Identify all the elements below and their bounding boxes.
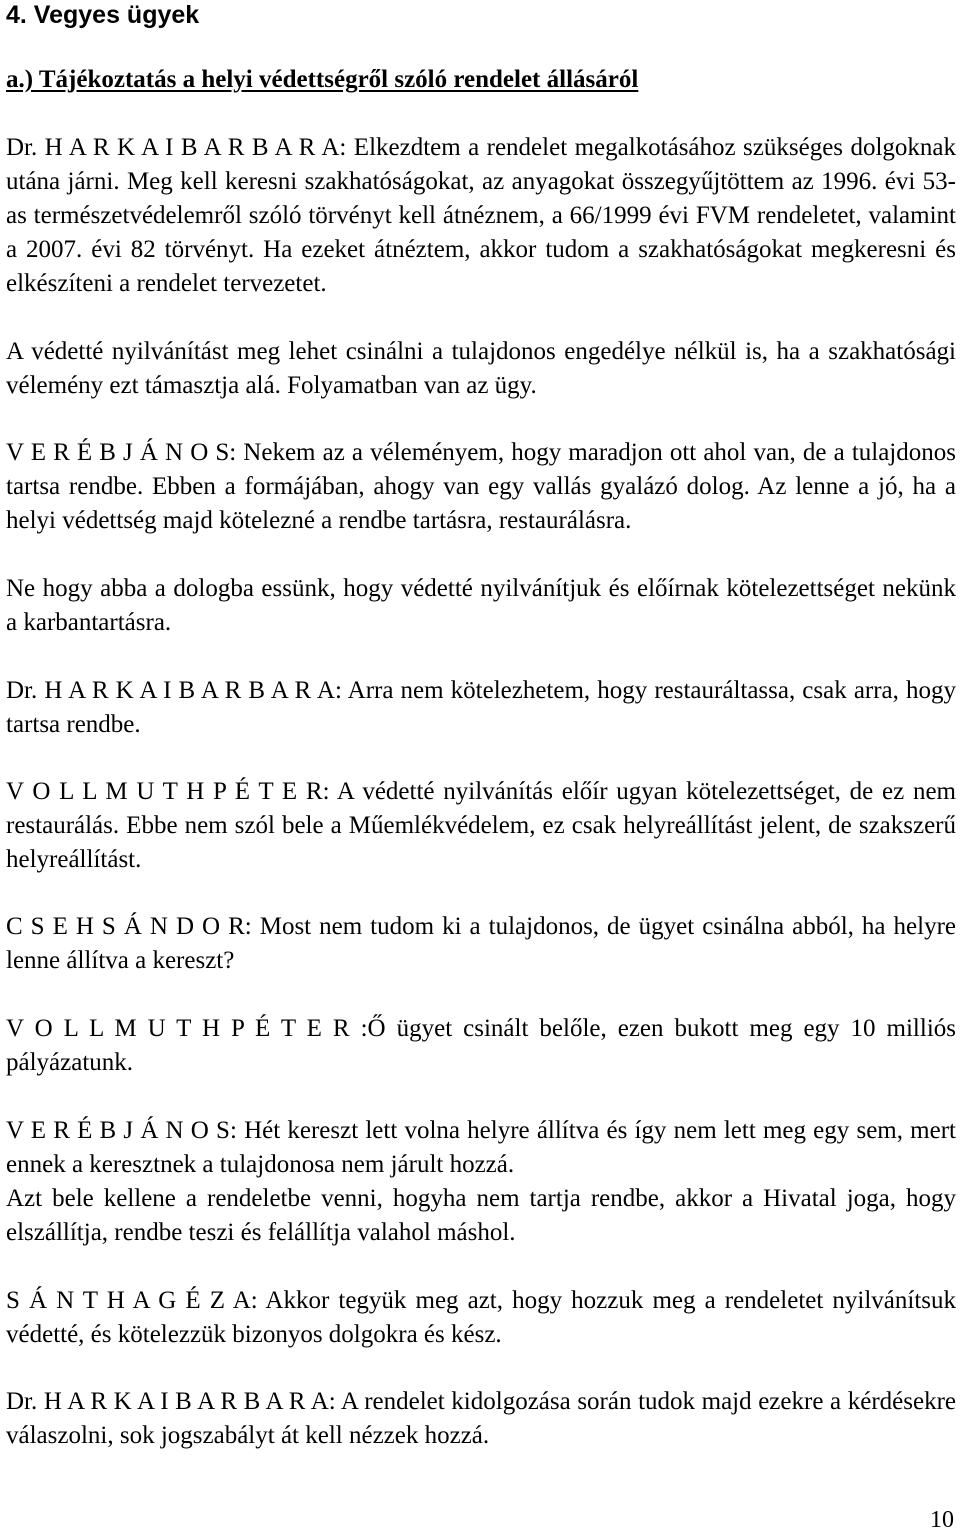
speaker-name: S Á N T H A G É Z A: — [6, 1287, 258, 1314]
paragraph-text: A rendelet kidolgozása során tudok majd ezekre a kérdésekre válaszolni, sok jogszabályt át kell nézzek hozzá. — [6, 1388, 956, 1449]
paragraph-text: Elkezdtem a rendelet megalkotásához szükséges dolgoknak utána járni. Meg kell keresni szakhatóságokat, az anyagokat összegyűjtöttem az 1996. évi 53-as természetvédelemről szóló törvényt kell átnéznem, a 66/1999 évi FVM rendeletet, valamint a 2007. évi 82 törvényt. Ha ezeket átnéztem, akkor tudom a szakhatóságokat megkeresni és elkészíteni a rendelet tervezetet. — [6, 134, 956, 297]
speaker-name: V E R É B J Á N O S: — [6, 1117, 237, 1144]
subsection-heading: a.) Tájékoztatás a helyi védettségről szóló rendelet állásáról — [6, 66, 639, 93]
paragraph-text: Akkor tegyük meg azt, hogy hozzuk meg a rendeletet nyilvánítsuk védetté, és kötelezzük bizonyos dolgokra és kész. — [6, 1287, 956, 1348]
page-number: 10 — [930, 1507, 954, 1533]
paragraph-vollmuth-1 — [6, 775, 956, 877]
paragraph-text: Azt bele kellene a rendeletbe venni, hogyha nem tartja rendbe, akkor a Hivatal joga, hogy elszállítja, rendbe teszi és felállítja valahol máshol. — [6, 1185, 956, 1246]
speaker-name: Dr. H A R K A I B A R B A R A: — [6, 677, 342, 704]
paragraph-text: A védetté nyilvánítás előír ugyan kötelezettséget, de ez nem restaurálás. Ebbe nem szól bele a Műemlékvédelem, ez csak helyreállítást jelent, de szakszerű helyreállítást. — [6, 778, 956, 873]
paragraph-cseh — [6, 910, 956, 978]
paragraph-text: Hét kereszt lett volna helyre állítva és így nem lett meg egy sem, mert ennek a keresztnek a tulajdonosa nem járult hozzá. — [6, 1117, 956, 1178]
speaker-name: C S E H S Á N D O R: — [6, 913, 252, 940]
paragraph-text: Nekem az a véleményem, hogy maradjon ott ahol van, de a tulajdonos tartsa rendbe. Ebben a formájában, ahogy van egy vallás gyalázó dolog. Az lenne a jó, ha a helyi védettség majd kötelezné a rendbe tartásra, restaurálásra. — [6, 439, 956, 534]
paragraph-text: Arra nem kötelezhetem, hogy restauráltassa, csak arra, hogy tartsa rendbe. — [6, 677, 956, 738]
paragraph-harkai-2 — [6, 674, 956, 742]
paragraph-vollmuth-2 — [6, 1012, 956, 1080]
paragraph-text: Most nem tudom ki a tulajdonos, de ügyet csinálna abból, ha helyre lenne állítva a kereszt? — [6, 913, 956, 974]
speaker-name: Dr. H A R K A I B A R B A R A: — [6, 134, 347, 161]
paragraph-harkai-3 — [6, 1385, 956, 1453]
paragraph-santha — [6, 1284, 956, 1352]
speaker-name: V O L L M U T H P É T E R : — [6, 1015, 368, 1042]
paragraph-text: Ne hogy abba a dologba essünk, hogy védetté nyilvánítjuk és előírnak kötelezettséget nekünk a karbantartásra. — [6, 575, 956, 636]
paragraph-continuation-1 — [6, 335, 956, 403]
section-heading: 4. Vegyes ügyek — [6, 1, 200, 29]
paragraph-continuation-2 — [6, 572, 956, 640]
paragraph-harkai-1 — [6, 131, 956, 301]
paragraph-vereb-2 — [6, 1114, 956, 1182]
speaker-name: V E R É B J Á N O S: — [6, 439, 237, 466]
paragraph-text: A védetté nyilvánítást meg lehet csinálni a tulajdonos engedélye nélkül is, ha a szakhatósági vélemény ezt támasztja alá. Folyamatban van az ügy. — [6, 338, 956, 399]
paragraph-text: Ő ügyet csinált belőle, ezen bukott meg egy 10 milliós pályázatunk. — [6, 1015, 956, 1076]
paragraph-continuation-3 — [6, 1182, 956, 1250]
paragraph-vereb-1 — [6, 436, 956, 538]
speaker-name: Dr. H A R K A I B A R B A R A: — [6, 1388, 336, 1415]
speaker-name: V O L L M U T H P É T E R: — [6, 778, 330, 805]
